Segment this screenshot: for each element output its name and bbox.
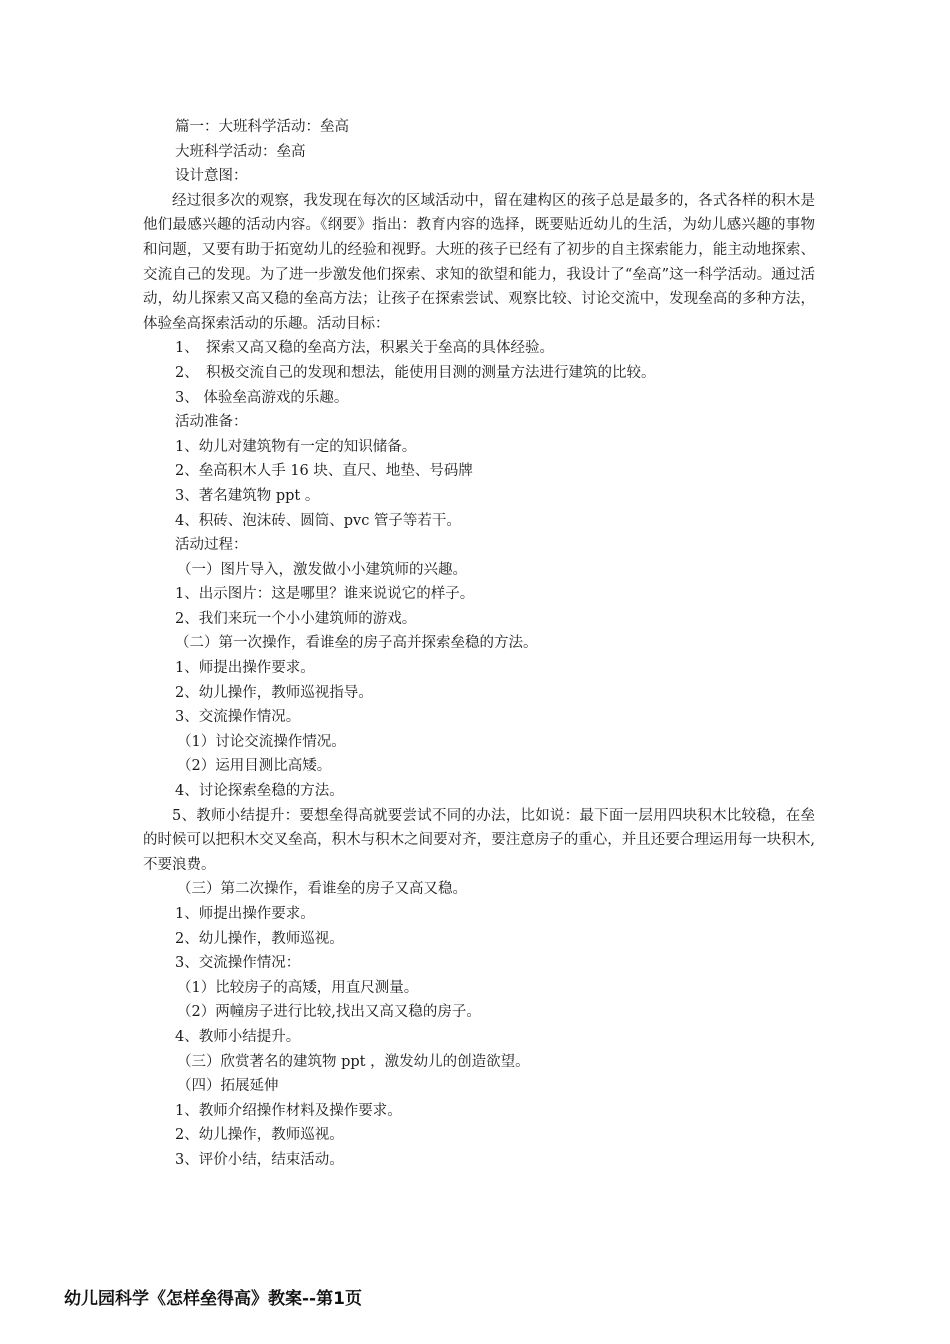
prep-item: 2、垒高积木人手 16 块、直尺、地垫、号码牌: [175, 463, 473, 480]
part1-heading: （一）图片导入，激发做小小建筑师的兴趣。: [177, 561, 467, 578]
part3-sub-item: （1）比较房子的高矮，用直尺测量。: [177, 979, 419, 996]
prep-item: 3、著名建筑物 ppt 。: [175, 487, 320, 504]
part2-heading: （二）第一次操作，看谁垒的房子高并探索垒稳的方法。: [175, 635, 538, 652]
part2-item: 1、师提出操作要求。: [175, 660, 315, 677]
part1-item: 2、我们来玩一个小小建筑师的游戏。: [175, 610, 417, 627]
design-heading: 设计意图：: [175, 168, 248, 185]
part4-heading: （四）拓展延伸: [177, 1078, 279, 1095]
part3-item: 1、师提出操作要求。: [175, 906, 315, 922]
part2-item: 3、交流操作情况。: [175, 709, 301, 726]
part3-heading: （三）第二次操作，看谁垒的房子又高又稳。: [177, 881, 467, 898]
goal-item: 2、 积极交流自己的发现和想法，能使用目测的测量方法进行建筑的比较。: [175, 364, 656, 381]
page-footer: 幼儿园科学《怎样垒得高》教案--第1页: [64, 1289, 362, 1309]
prep-item: 1、幼儿对建筑物有一定的知识储备。: [175, 438, 417, 455]
part2-item: 4、讨论探索垒稳的方法。: [175, 783, 344, 800]
part2-sub-item: （2）运用目测比高矮。: [177, 758, 332, 775]
goal-item: 3、 体验垒高游戏的乐趣。: [175, 389, 349, 406]
part4-item: 1、教师介绍操作材料及操作要求。: [175, 1102, 402, 1119]
part3-item: 3、交流操作情况：: [175, 955, 301, 972]
document-subtitle: 大班科学活动：垒高: [175, 143, 306, 160]
part1-item: 1、出示图片：这是哪里？谁来说说它的样子。: [175, 586, 475, 603]
part3-sub-item: （2）两幢房子进行比较,找出又高又稳的房子。: [177, 1004, 481, 1021]
prep-heading: 活动准备：: [175, 414, 248, 431]
document-title: 篇一：大班科学活动：垒高: [175, 119, 349, 135]
part4-item: 2、幼儿操作，教师巡视。: [175, 1127, 344, 1144]
part2-summary: 5、教师小结提升：要想垒得高就要尝试不同的办法，比如说：最下面一层用四块积木比较稳，在垒的时候可以把积木交叉垒高，积木与积木之间要对齐，要注意房子的重心，并且还要合理运用每一块积木,不要浪费。: [143, 807, 815, 873]
design-paragraph: 经过很多次的观察，我发现在每次的区域活动中，留在建构区的孩子总是最多的，各式各样的积木是他们最感兴趣的活动内容。《纲要》指出：教育内容的选择，既要贴近幼儿的生活，为幼儿感兴趣的事物和问题，又要有助于拓宽幼儿的经验和视野。大班的孩子已经有了初步的自主探索能力，能主动地探索、交流自己的发现。为了进一步激发他们探索、求知的欲望和能力，我设计了“垒高”这一科学活动。通过活动，幼儿探索又高又稳的垒高方法；让孩子在探索尝试、观察比较、讨论交流中，发现垒高的多种方法，体验垒高探索活动的乐趣。活动目标：: [143, 192, 815, 332]
part2-item: 2、幼儿操作，教师巡视指导。: [175, 684, 373, 701]
part3-item: 2、幼儿操作，教师巡视。: [175, 930, 344, 947]
goal-item: 1、 探索又高又稳的垒高方法，积累关于垒高的具体经验。: [175, 340, 554, 357]
process-heading: 活动过程：: [175, 537, 248, 554]
part3-extra: （三）欣赏著名的建筑物 ppt ，激发幼儿的创造欲望。: [177, 1053, 530, 1070]
part2-sub-item: （1）讨论交流操作情况。: [177, 733, 346, 750]
part3-item: 4、教师小结提升。: [175, 1028, 301, 1045]
part4-item: 3、评价小结，结束活动。: [175, 1151, 344, 1168]
document-body: [143, 115, 815, 1173]
prep-item: 4、积砖、泡沫砖、圆筒、pvc 管子等若干。: [175, 512, 461, 529]
